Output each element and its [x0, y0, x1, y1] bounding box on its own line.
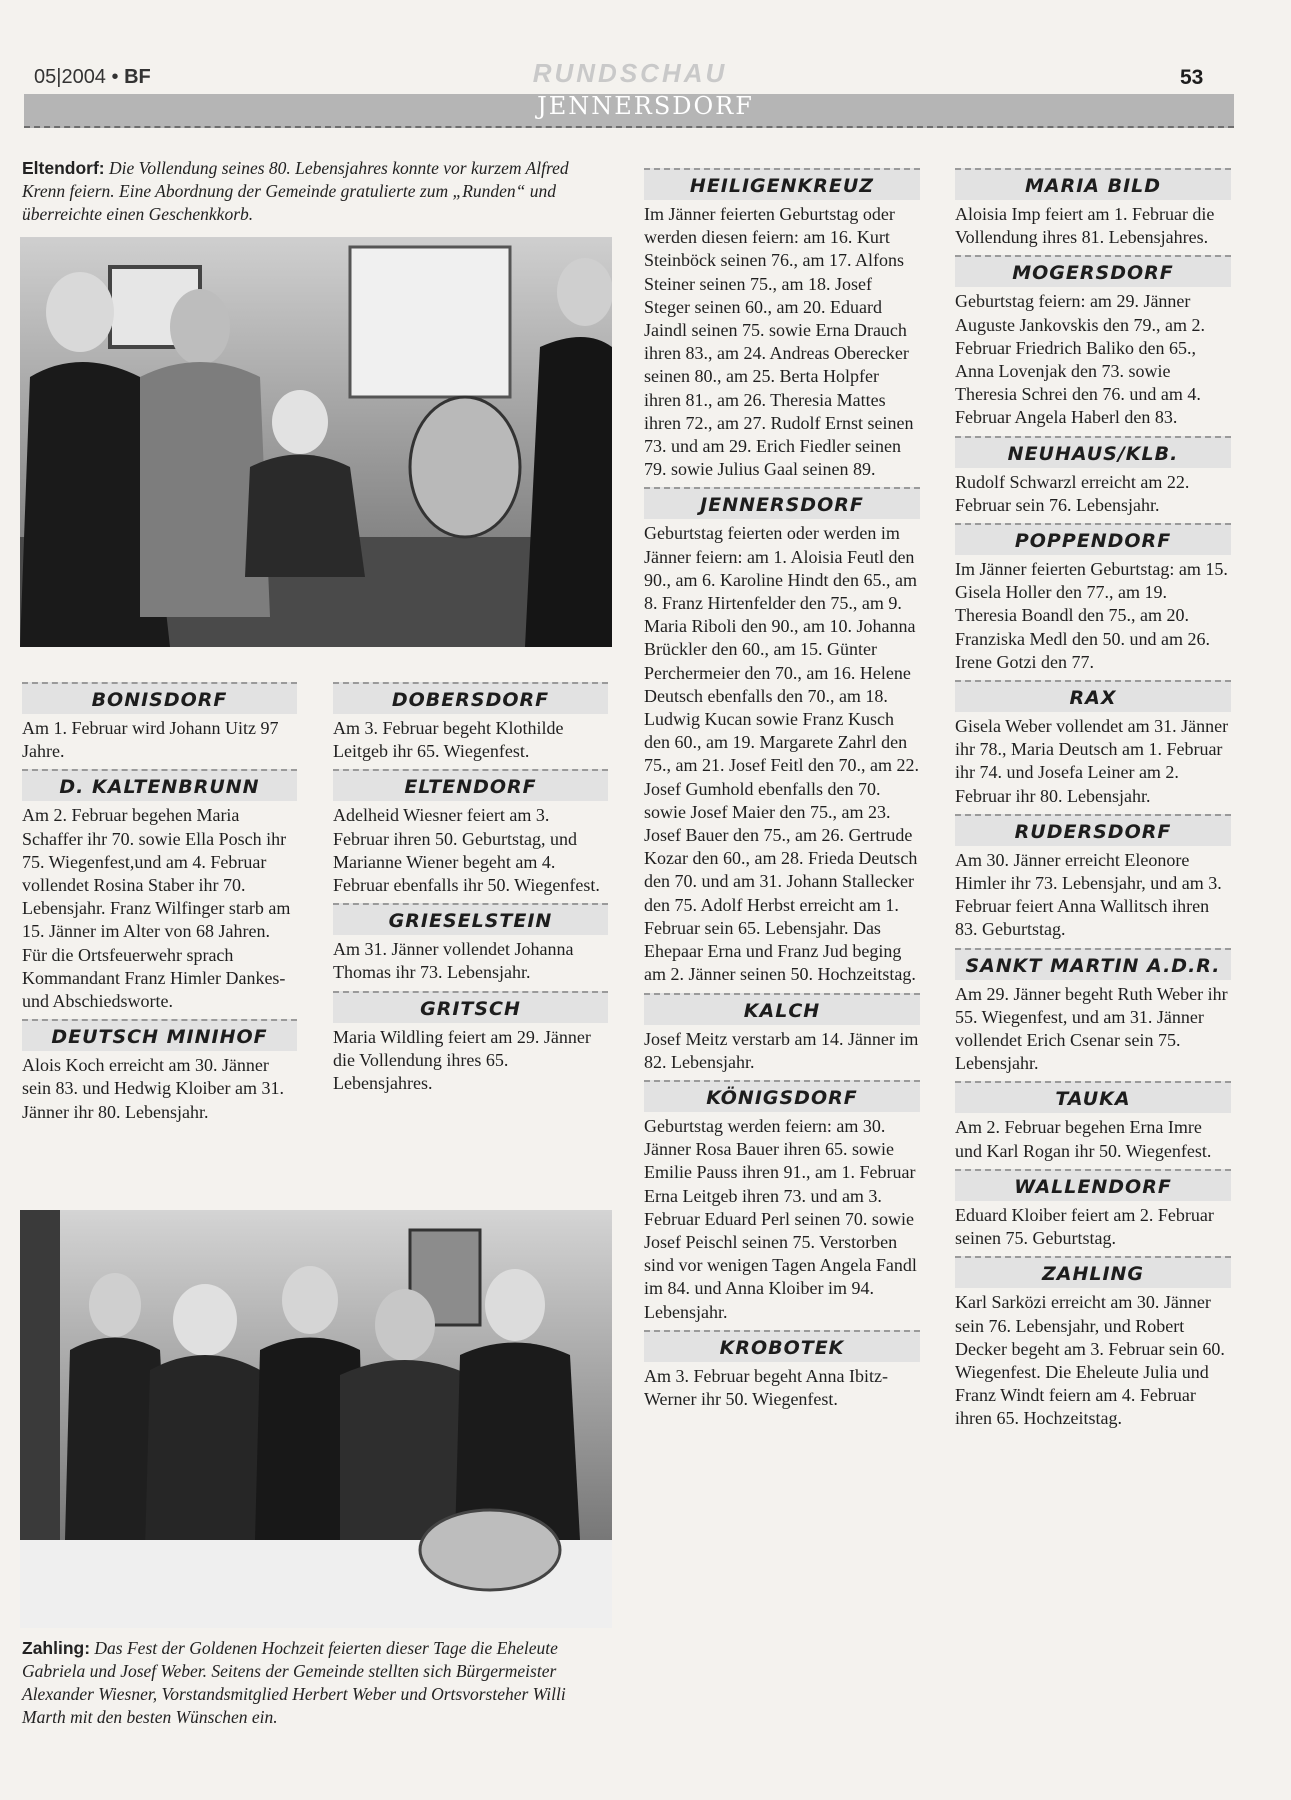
section-text: Am 1. Februar wird Johann Uitz 97 Jahre. [22, 718, 279, 762]
section-grieselstein [333, 903, 608, 984]
section-heading: MARIA BILD [955, 168, 1231, 200]
section-text: Am 3. Februar begeht Klothilde Leitgeb ihr 65. Wiegenfest. [333, 718, 564, 762]
section-jennersdorf [644, 487, 920, 986]
section-text: Im Jänner feierten Geburtstag oder werden diesen feiern: am 16. Kurt Steinböck seinen 76., am 17. Alfons Steiner seinen 75., am 18. Josef Steger seinen 60., am 20. Eduard Jaindl seinen 75. sowie Erna Drauch ihren 83., am 24. Andreas Oberecker seinen 80., am 25. Berta Holpfer ihren 81., am 26. Theresia Mattes ihren 72., am 27. Rudolf Ernst seinen 73. und am 29. Erich Fiedler seinen 79. sowie Julius Gaal seinen 89. [644, 204, 914, 480]
section-heading: KROBOTEK [644, 1330, 920, 1362]
section-heading: MOGERSDORF [955, 255, 1231, 287]
section-rax [955, 680, 1231, 808]
section-text: Geburtstag feierten oder werden im Jänner feiern: am 1. Aloisia Feutl den 90., am 6. Karoline Hindt den 65., am 8. Franz Hirtenfelder den 75., am 9. Maria Riboli den 90., am 10. Johanna Brückler den 60., am 15. Günter Perchermeier den 70., am 16. Helene Deutsch ebenfalls den 70., am 18. Ludwig Kucan sowie Franz Kusch den 60., am 19. Margarete Zahrl den 75., am 21. Josef Feitl den 70., am 22. Josef Gumhold ebenfalls den 70. sowie Josef Maier den 75., am 23. Josef Bauer den 75., am 26. Gertrude Kozar den 60., am 28. Frieda Deutsch den 70. und am 31. Johann Stallecker den 75. Adolf Herbst erreicht am 1. Februar sein 65. Lebensjahr. Das Ehepaar Erna und Franz Jud beging am 2. Jänner seinen 50. Hochzeitstag. [644, 523, 919, 985]
section-text: Alois Koch erreicht am 30. Jänner sein 83. und Hedwig Kloiber am 31. Jänner ihr 80. Lebensjahr. [22, 1055, 284, 1122]
district-title: JENNERSDORF [537, 92, 754, 120]
issue-separator: • [111, 66, 119, 88]
issue-number: 05|2004 [34, 66, 106, 88]
magazine-name: BF [124, 66, 151, 88]
section-heiligenkreuz [644, 168, 920, 481]
section-heading: GRITSCH [333, 991, 608, 1023]
section-heading: DEUTSCH MINIHOF [22, 1019, 297, 1051]
section-maria-bild [955, 168, 1231, 249]
photo-eltendorf [20, 237, 612, 647]
caption-top-place: Eltendorf: [22, 158, 105, 178]
section-text: Aloisia Imp feiert am 1. Februar die Vollendung ihres 81. Lebensjahres. [955, 204, 1215, 248]
section-krobotek [644, 1330, 920, 1411]
section-neuhaus [955, 436, 1231, 517]
section-heading: ELTENDORF [333, 769, 608, 801]
section-text: Karl Sarközi erreicht am 30. Jänner sein 76. Lebensjahr, und Robert Decker begeht am 3. Februar sein 60. Wiegenfest. Die Eheleute Julia und Franz Windt feiern am 4. Februar ihren 65. Hochzeitstag. [955, 1292, 1225, 1429]
section-text: Am 2. Februar begehen Erna Imre und Karl Rogan ihr 50. Wiegenfest. [955, 1117, 1212, 1161]
section-zahling [955, 1256, 1231, 1430]
section-text: Josef Meitz verstarb am 14. Jänner im 82. Lebensjahr. [644, 1028, 919, 1072]
section-heading: RAX [955, 680, 1231, 712]
column-2 [333, 682, 608, 1101]
section-title: RUNDSCHAU [532, 58, 728, 88]
section-heading: KÖNIGSDORF [644, 1080, 920, 1112]
section-text: Am 29. Jänner begeht Ruth Weber ihr 55. Wiegenfest, und am 31. Jänner vollendet Erich Csenar sein 75. Lebensjahr. [955, 983, 1228, 1074]
section-mogersdorf [955, 255, 1231, 429]
section-deutsch-minihof [22, 1019, 297, 1124]
section-text: Gisela Weber vollendet am 31. Jänner ihr 78., Maria Deutsch am 1. Februar ihr 74. und Josefa Leiner am 2. Februar ihr 80. Lebensjahr. [955, 716, 1229, 806]
section-heading: HEILIGENKREUZ [644, 168, 920, 200]
section-bonisdorf [22, 682, 297, 763]
section-text: Am 31. Jänner vollendet Johanna Thomas ihr 73. Lebensjahr. [333, 939, 574, 983]
page-number: 53 [1180, 66, 1204, 89]
section-wallendorf [955, 1169, 1231, 1250]
section-heading: ZAHLING [955, 1256, 1231, 1288]
section-heading: POPPENDORF [955, 523, 1231, 555]
section-dobersdorf [333, 682, 608, 763]
section-text: Am 2. Februar begehen Maria Schaffer ihr 70. sowie Ella Posch ihr 75. Wiegenfest,und am 4. Februar vollendet Rosina Staber ihr 70. Lebensjahr. Franz Wilfinger starb am 15. Jänner im Alter von 68 Jahren. Für die Ortsfeuerwehr sprach Kommandant Franz Himler Dankes- und Abschiedsworte. [22, 805, 291, 1012]
section-heading: DOBERSDORF [333, 682, 608, 714]
section-heading: SANKT MARTIN A.D.R. [955, 948, 1231, 980]
section-heading: RUDERSDORF [955, 814, 1231, 846]
section-text: Adelheid Wiesner feiert am 3. Februar ihren 50. Geburtstag, und Marianne Wiener begeht am 4. Februar ebenfalls ihr 50. Wiegenfest. [333, 805, 600, 896]
section-heading: NEUHAUS/KLB. [955, 436, 1231, 468]
caption-bottom-place: Zahling: [22, 1638, 91, 1658]
section-kalch [644, 993, 920, 1074]
section-koenigsdorf [644, 1080, 920, 1324]
section-text: Im Jänner feierten Geburtstag: am 15. Gisela Holler den 77., am 19. Theresia Boandl den 75., am 20. Franziska Medl den 50. und am 26. Irene Gotzi den 77. [955, 559, 1228, 672]
section-sankt-martin [955, 948, 1231, 1076]
section-text: Am 3. Februar begeht Anna Ibitz-Werner ihr 50. Wiegenfest. [644, 1365, 888, 1409]
section-heading: D. KALTENBRUNN [22, 769, 297, 801]
caption-top [22, 157, 597, 226]
section-heading: WALLENDORF [955, 1169, 1231, 1201]
issue-info [34, 66, 151, 89]
section-text: Geburtstag werden feiern: am 30. Jänner Rosa Bauer ihren 65. sowie Emilie Pauss ihren 91., am 1. Februar Erna Leitgeb ihren 73. und am 3. Februar Eduard Perl seinen 70. sowie Josef Peischl seinen 75. Verstorben sind vor wenigen Tagen Angela Fandl im 84. und Anna Kloiber im 94. Lebensjahr. [644, 1115, 917, 1322]
caption-bottom [22, 1637, 612, 1729]
column-4 [955, 168, 1231, 1437]
photo-zahling-image [20, 1210, 612, 1628]
section-heading: GRIESELSTEIN [333, 903, 608, 935]
section-eltendorf [333, 769, 608, 897]
section-gritsch [333, 991, 608, 1096]
section-text: Rudolf Schwarzl erreicht am 22. Februar sein 76. Lebensjahr. [955, 471, 1190, 515]
section-text: Eduard Kloiber feiert am 2. Februar seinen 75. Geburtstag. [955, 1204, 1214, 1249]
caption-bottom-text: Das Fest der Goldenen Hochzeit feierten dieser Tage die Eheleute Gabriela und Josef Weber. Seitens der Gemeinde stellten sich Bürgermeister Alexander Wiesner, Vorstandsmitglied Herbert Weber und Ortsvorsteher Willi Marth mit den besten Wünschen ein. [22, 1638, 566, 1727]
section-text: Am 30. Jänner erreicht Eleonore Himler ihr 73. Lebensjahr, und am 3. Februar feiert Anna Wallitsch ihren 83. Geburtstag. [955, 849, 1222, 940]
section-d-kaltenbrunn [22, 769, 297, 1013]
column-1 [22, 682, 297, 1130]
section-heading: JENNERSDORF [644, 487, 920, 519]
section-text: Geburtstag feiern: am 29. Jänner Auguste Jankovskis den 79., am 2. Februar Friedrich Baliko den 65., Anna Lovenjak den 73. sowie Theresia Schrei den 76. und am 4. Februar Angela Haberl den 83. [955, 291, 1205, 428]
section-heading: KALCH [644, 993, 920, 1025]
section-tauka [955, 1081, 1231, 1162]
section-poppendorf [955, 523, 1231, 674]
section-text: Maria Wildling feiert am 29. Jänner die Vollendung ihres 65. Lebensjahres. [333, 1026, 591, 1094]
caption-top-text: Die Vollendung seines 80. Lebensjahres konnte vor kurzem Alfred Krenn feiern. Eine Abordnung der Gemeinde gratulierte zum „Runden“ und überreichte einen Geschenkkorb. [22, 158, 569, 224]
photo-eltendorf-image [20, 237, 612, 647]
section-rudersdorf [955, 814, 1231, 942]
section-heading: TAUKA [955, 1081, 1231, 1113]
photo-zahling [20, 1210, 612, 1628]
column-3 [644, 168, 920, 1417]
section-heading: BONISDORF [22, 682, 297, 714]
